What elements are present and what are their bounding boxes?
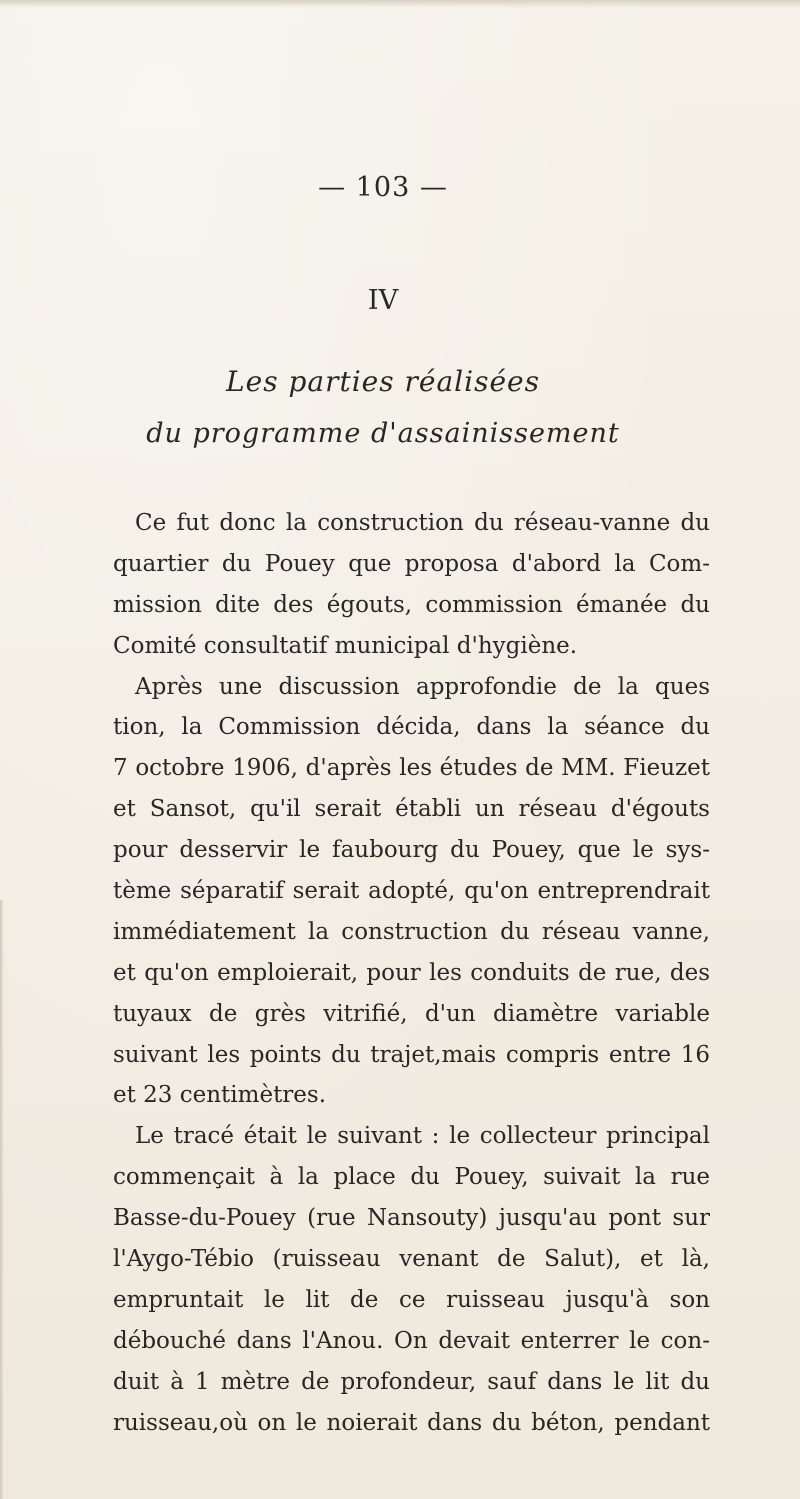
body-line: suivant les points du trajet,mais compris entre 16 [113, 1041, 710, 1068]
body-text [113, 503, 710, 1443]
body-line: immédiatement la construction du réseau vanne, [113, 918, 710, 945]
body-line: et 23 centimètres. [113, 1082, 327, 1109]
body-line: commençait à la place du Pouey, suivait la rue [113, 1164, 710, 1191]
body-line: tion, la Commission décida, dans la séance du [113, 714, 710, 741]
body-line: 7 octobre 1906, d'après les études de MM. Fieuzet [113, 755, 710, 782]
body-line: débouché dans l'Anou. On devait enterrer le con- [113, 1327, 710, 1354]
body-line: tème séparatif serait adopté, qu'on entreprendrait [113, 878, 710, 905]
body-line: duit à 1 mètre de profondeur, sauf dans le lit du [113, 1368, 710, 1395]
body-line: Le tracé était le suivant : le collecteur principal [135, 1123, 710, 1150]
body-line: empruntait le lit de ce ruisseau jusqu'à son [113, 1286, 710, 1313]
page-top-edge [0, 0, 800, 8]
body-line: Après une discussion approfondie de la ques [135, 673, 710, 700]
section-title-line-2: du programme d'assainissement [146, 418, 620, 449]
section-title-line-1: Les parties réalisées [226, 365, 540, 398]
body-line: et qu'on emploierait, pour les conduits de rue, des [113, 959, 710, 986]
body-line: pour desservir le faubourg du Pouey, que le sys- [113, 837, 710, 864]
body-line: Basse-du-Pouey (rue Nansouty) jusqu'au pont sur [113, 1205, 710, 1232]
body-line: l'Aygo-Tébio (ruisseau venant de Salut), et là, [113, 1246, 710, 1273]
body-line: quartier du Pouey que proposa d'abord la Com- [113, 550, 710, 577]
section-number: IV [367, 285, 399, 316]
body-line: Ce fut donc la construction du réseau-vanne du [135, 510, 710, 536]
body-line: ruisseau,où on le noierait dans du béton, pendant [113, 1409, 710, 1436]
page-left-edge [0, 900, 4, 1499]
body-line: tuyaux de grès vitrifié, d'un diamètre variable [113, 1000, 710, 1027]
body-line: mission dite des égouts, commission émanée du [113, 591, 710, 618]
page-number: — 103 — [318, 172, 448, 203]
body-line: Comité consultatif municipal d'hygiène. [113, 632, 578, 659]
body-line: et Sansot, qu'il serait établi un réseau d'égouts [113, 796, 710, 823]
